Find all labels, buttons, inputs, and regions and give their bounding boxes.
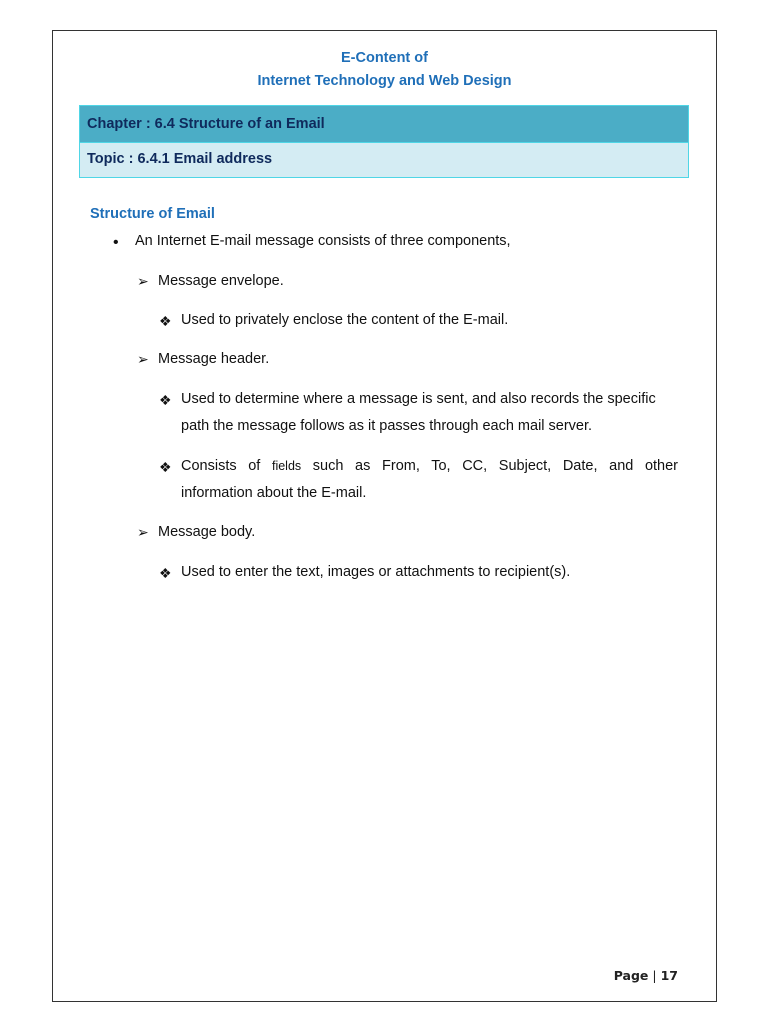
- diamond-bullet-icon: ❖: [159, 392, 172, 408]
- diamond-bullet-icon: ❖: [159, 565, 172, 581]
- diamond-bullet-icon: ❖: [159, 313, 172, 329]
- fields-post-text: such as From, To, CC, Subject, Date, and other: [312, 458, 678, 474]
- header-point-2-line2: information about the E-mail.: [181, 485, 367, 501]
- header-point-2-line1: [181, 453, 678, 480]
- bullet-text: An Internet E-mail message consists of three components,: [135, 233, 511, 249]
- chapter-row: [80, 106, 688, 143]
- page-number: 17: [660, 968, 678, 983]
- fields-pre-text: Consists of: [181, 458, 261, 474]
- topic-row: [80, 143, 688, 177]
- diamond-bullet-icon: ❖: [159, 459, 172, 475]
- header-point-1-line1: Used to determine where a message is sent, and also records the specific: [181, 391, 656, 407]
- fields-word: fields: [271, 459, 302, 473]
- arrow-bullet-icon: ➢: [137, 524, 149, 540]
- page-separator: |: [652, 968, 657, 983]
- body-point-1: Used to enter the text, images or attachments to recipient(s).: [181, 564, 571, 580]
- arrow-bullet-icon: ➢: [137, 351, 149, 367]
- chapter-title: Chapter : 6.4 Structure of an Email: [87, 116, 325, 132]
- component-envelope-title: Message envelope.: [158, 273, 284, 289]
- document-header-line1: E-Content of: [341, 50, 428, 66]
- arrow-bullet-icon: ➢: [137, 273, 149, 289]
- document-header-line2: Internet Technology and Web Design: [257, 73, 512, 89]
- component-header-title: Message header.: [158, 351, 270, 367]
- page-label: Page: [613, 968, 649, 983]
- section-heading: Structure of Email: [90, 206, 215, 222]
- topic-title: Topic : 6.4.1 Email address: [87, 151, 273, 167]
- component-body-title: Message body.: [158, 524, 256, 540]
- bullet-dot-icon: •: [113, 234, 119, 251]
- chapter-topic-box: [79, 105, 689, 178]
- header-point-1-line2: path the message follows as it passes through each mail server.: [181, 418, 593, 434]
- envelope-point-1: Used to privately enclose the content of the E-mail.: [181, 312, 509, 328]
- page-footer: [614, 968, 678, 983]
